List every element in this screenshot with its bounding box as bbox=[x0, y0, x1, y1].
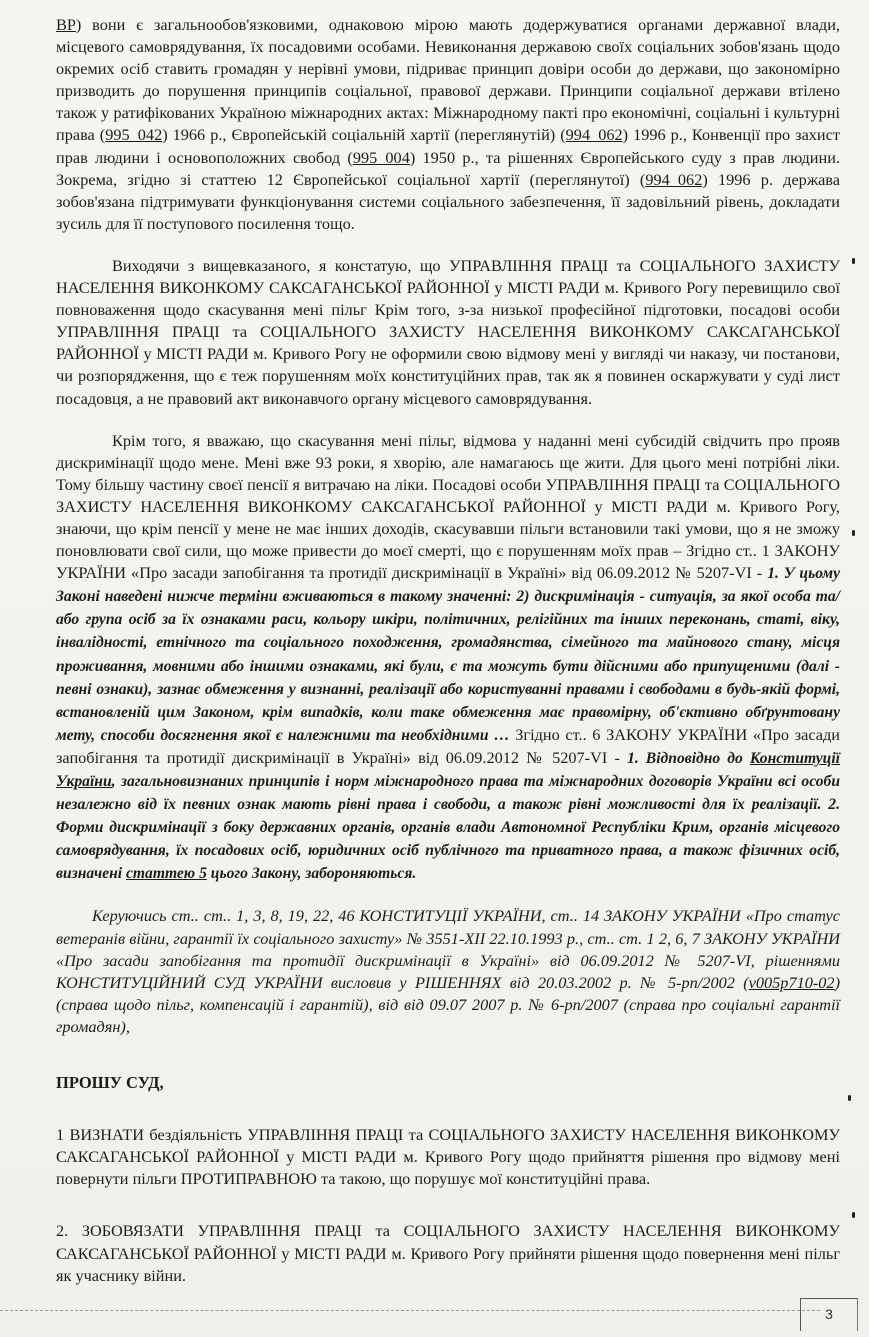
scan-speck bbox=[852, 1212, 855, 1218]
law-ref-link[interactable]: ВР bbox=[56, 15, 76, 34]
scan-speck bbox=[852, 258, 855, 264]
paragraph-statement: Виходячи з вищевказаного, я констатую, що УПРАВЛІННЯ ПРАЦІ та СОЦІАЛЬНОГО ЗАХИСТУ НАСЕЛЕННЯ ВИКОНКОМУ САКСАГАНСЬКОЇ РАЙОННОЇ у МІСТІ РАДИ м. Кривого Рогу перевищило свої повноваження щодо скасування мені пільг Крім того, з-за низької професійної підготовки, посадові особи УПРАВЛІННЯ ПРАЦІ та СОЦІАЛЬНОГО ЗАХИСТУ НАСЕЛЕННЯ ВИКОНКОМУ САКСАГАНСЬКОЇ РАЙОННОЇ у МІСТІ РАДИ м. Кривого Рогу не оформили свою відмову мені у вигляді чи наказу, чи постанови, чи розпорядження, що є теж порушенням моїх конституційних прав, так як я повинен оскаржувати у суді лист посадовця, а не правовий акт виконавчого органу місцевого самоврядування. bbox=[56, 255, 840, 408]
law-quote: цього Закону, забороняються. bbox=[206, 865, 417, 883]
scan-speck bbox=[852, 530, 855, 536]
law-ref-link[interactable]: 994_062 bbox=[645, 169, 703, 189]
law-ref-link[interactable]: 995_004 bbox=[352, 147, 410, 167]
paragraph-discrimination: Крім того, я вважаю, що скасування мені пільг, відмова у наданні мені субсидій свідчить про прояв дискримінації щодо мене. Мені вже 93 роки, я хворію, але намагаюсь ще жити. Для цього мені потрібні ліки. Тому більшу частину своєї пенсії я витрачаю на ліки. Посадові особи УПРАВЛІННЯ ПРАЦІ та СОЦІАЛЬНОГО ЗАХИСТУ НАСЕЛЕННЯ ВИКОНКОМУ САКСАГАНСЬКОЇ РАЙОННОЇ у МІСТІ РАДИ м. Кривого Рогу, знаючи, що крім пенсії у мене не має інших доходів, скасувавши пільги встановили такі умови, що я не зможу поновлювати свої сили, що може привести до моєї смерті, що є порушенням моїх прав – Згідно ст.. 1 ЗАКОНУ УКРАЇНИ «Про засади запобігання та протидії дискримінації в Україні» від 06.09.2012 № 5207-VI - 1. У цьому Законі наведені нижче терміни вживаються в такому значенні: 2) дискримінація - ситуація, за якої особа та/або група осіб за їх ознаками раси, кольору шкіри, політичних, релігійних та інших переконань, статі, віку, інвалідності, етнічного та соціального походження, громадянства, сімейного та майнового стану, місця проживання, мовними або іншими ознаками, які були, є та можуть бути дійсними або припущеними (далі - певні ознаки), зазнає обмеження у визнанні, реалізації або користуванні правами і свободами в будь-якій формі, встановленій цим Законом, крім випадків, коли таке обмеження має правомірну, об'єктивно обґрунтовану мету, способи досягнення якої є належними та необхідними … Згідно ст.. 6 ЗАКОНУ УКРАЇНИ «Про засади запобігання та протидії дискримінації в Україні» від 06.09.2012 № 5207-VI - 1. Відповідно до Конституції України, загальновизнаних принципів і норм міжнародного права та міжнародних договорів України всі особи незалежно від їх певних ознак мають рівні права і свободи, а також рівні можливості для їх реалізації. 2. Форми дискримінації з боку державних органів, органів влади Автономної Республіки Крим, органів місцевого самоврядування, їх посадових осіб, юридичних осіб публічного та приватного права, а також фізичних осіб, визначені статтею 5 цього Закону, забороняються. bbox=[56, 430, 841, 883]
law-ref-link[interactable]: 994_062 bbox=[565, 125, 623, 145]
law-ref-link[interactable]: 995_042 bbox=[105, 125, 163, 145]
law-quote: 1. Відповідно до bbox=[627, 749, 750, 767]
request-item-1: 1 ВИЗНАТИ бездіяльність УПРАВЛІННЯ ПРАЦІ та СОЦІАЛЬНОГО ЗАХИСТУ НАСЕЛЕННЯ ВИКОНКОМУ САКСАГАНСЬКОЇ РАЙОННОЇ у МІСТІ РАДИ м. Кривого Рогу щодо прийняття рішення про відмову мені повернути пільги ПРОТИПРАВНОЮ та такою, що порушує мої конституційні права. bbox=[56, 1125, 840, 1189]
paragraph-legal-basis: Керуючись ст.. ст.. 1, 3, 8, 19, 22, 46 КОНСТИТУЦІЇ УКРАЇНИ, ст.. 14 ЗАКОНУ УКРАЇНИ «Про статус ветеранів війни, гарантії їх соціального захисту» № 3551-ХІІ 22.10.1993 р., ст.. ст. 1 2, 6, 7 ЗАКОНУ УКРАЇНИ «Про засади запобігання та протидії дискримінації в Україні» від 06.09.2012 № 5207-VI, рішеннями КОНСТИТУЦІЙНИЙ СУД УКРАЇНИ висловив у РІШЕННЯХ від 20.03.2002 р. № 5-рп/2002 (v005p710-02) (справа щодо пільг, компенсацій і гарантій), від від 09.07 2007 р. № 6-рп/2007 (справа про соціальні гарантії громадян), bbox=[56, 906, 840, 1036]
page-number: 3 bbox=[800, 1298, 858, 1331]
law-quote: 1. У цьому Законі наведені нижче терміни вживаються в такому значенні: 2) дискримінація - ситуація, за якої особа та/або група осіб за їх ознаками раси, кольору шкіри, політичних, релігійних та інших переконань, статі, віку, інвалідності, етнічного та соціального походження, громадянства, сімейного та майнового стану, місця проживання, мовними або іншими ознаками, які були, є та можуть бути дійсними або припущеними (далі - певні ознаки), зазнає обмеження у визнанні, реалізації або користуванні правами і свободами в будь-якій формі, встановленій цим Законом, крім випадків, коли таке обмеження має правомірну, об'єктивно обґрунтовану мету, способи досягнення якої є належними та необхідними … bbox=[56, 565, 841, 744]
constitution-link[interactable]: Конституції України bbox=[56, 749, 840, 790]
scan-speck bbox=[848, 1095, 851, 1101]
article-link[interactable]: статтею 5 bbox=[125, 865, 207, 883]
document-body bbox=[56, 14, 840, 1287]
footer-divider bbox=[0, 1310, 820, 1311]
law-quote: , загальновизнаних принципів і норм міжнародного права та міжнародних договорів України всі особи незалежно від їх певних ознак мають рівні права і свободи, а також рівні можливості для їх реалізації. 2. Форми дискримінації з боку державних органів, органів влади Автономної Республіки Крим, органів місцевого самоврядування, їх посадових осіб, юридичних осіб публічного та приватного права, а також фізичних осіб, визначені bbox=[56, 773, 840, 883]
request-item-2: 2. ЗОБОВЯЗАТИ УПРАВЛІННЯ ПРАЦІ та СОЦІАЛЬНОГО ЗАХИСТУ НАСЕЛЕННЯ ВИКОНКОМУ САКСАГАНСЬКОЇ РАЙОННОЇ у МІСТІ РАДИ м. Кривого Рогу прийняти рішення щодо повернення мені пільг як учаснику війни. bbox=[56, 1221, 840, 1285]
decision-link[interactable]: v005p710-02 bbox=[748, 972, 835, 992]
paragraph-social-state: ВР) вони є загальнообов'язковими, однаковою мірою мають додержуватися органами державної влади, місцевого самоврядування, їх посадовими особами. Невиконання державою своїх соціальних зобов'язань щодо окремих осіб ставить громадян у нерівні умови, підриває принцип довіри особи до держави, що закономірно призводить до порушення принципів соціальної, правової держави. Принципи соціальної держави втілено також у ратифікованих Україною міжнародних актах: Міжнародному пакті про економічні, соціальні і культурні права (995_042) 1966 р., Європейській соціальній хартії (переглянутій) (994_062) 1996 р., Конвенції про захист прав людини і основоположних свобод (995_004) 1950 р., та рішеннях Європейського суду з прав людини. Зокрема, згідно зі статтею 12 Європейської соціальної хартії (переглянутої) (994_062) 1996 р. держава зобов'язана підтримувати функціонування системи соціального забезпечення, її задовільний рівень, докладати зусиль для її поступового посилення тощо. bbox=[56, 15, 840, 233]
request-heading: ПРОШУ СУД, bbox=[56, 1073, 164, 1093]
